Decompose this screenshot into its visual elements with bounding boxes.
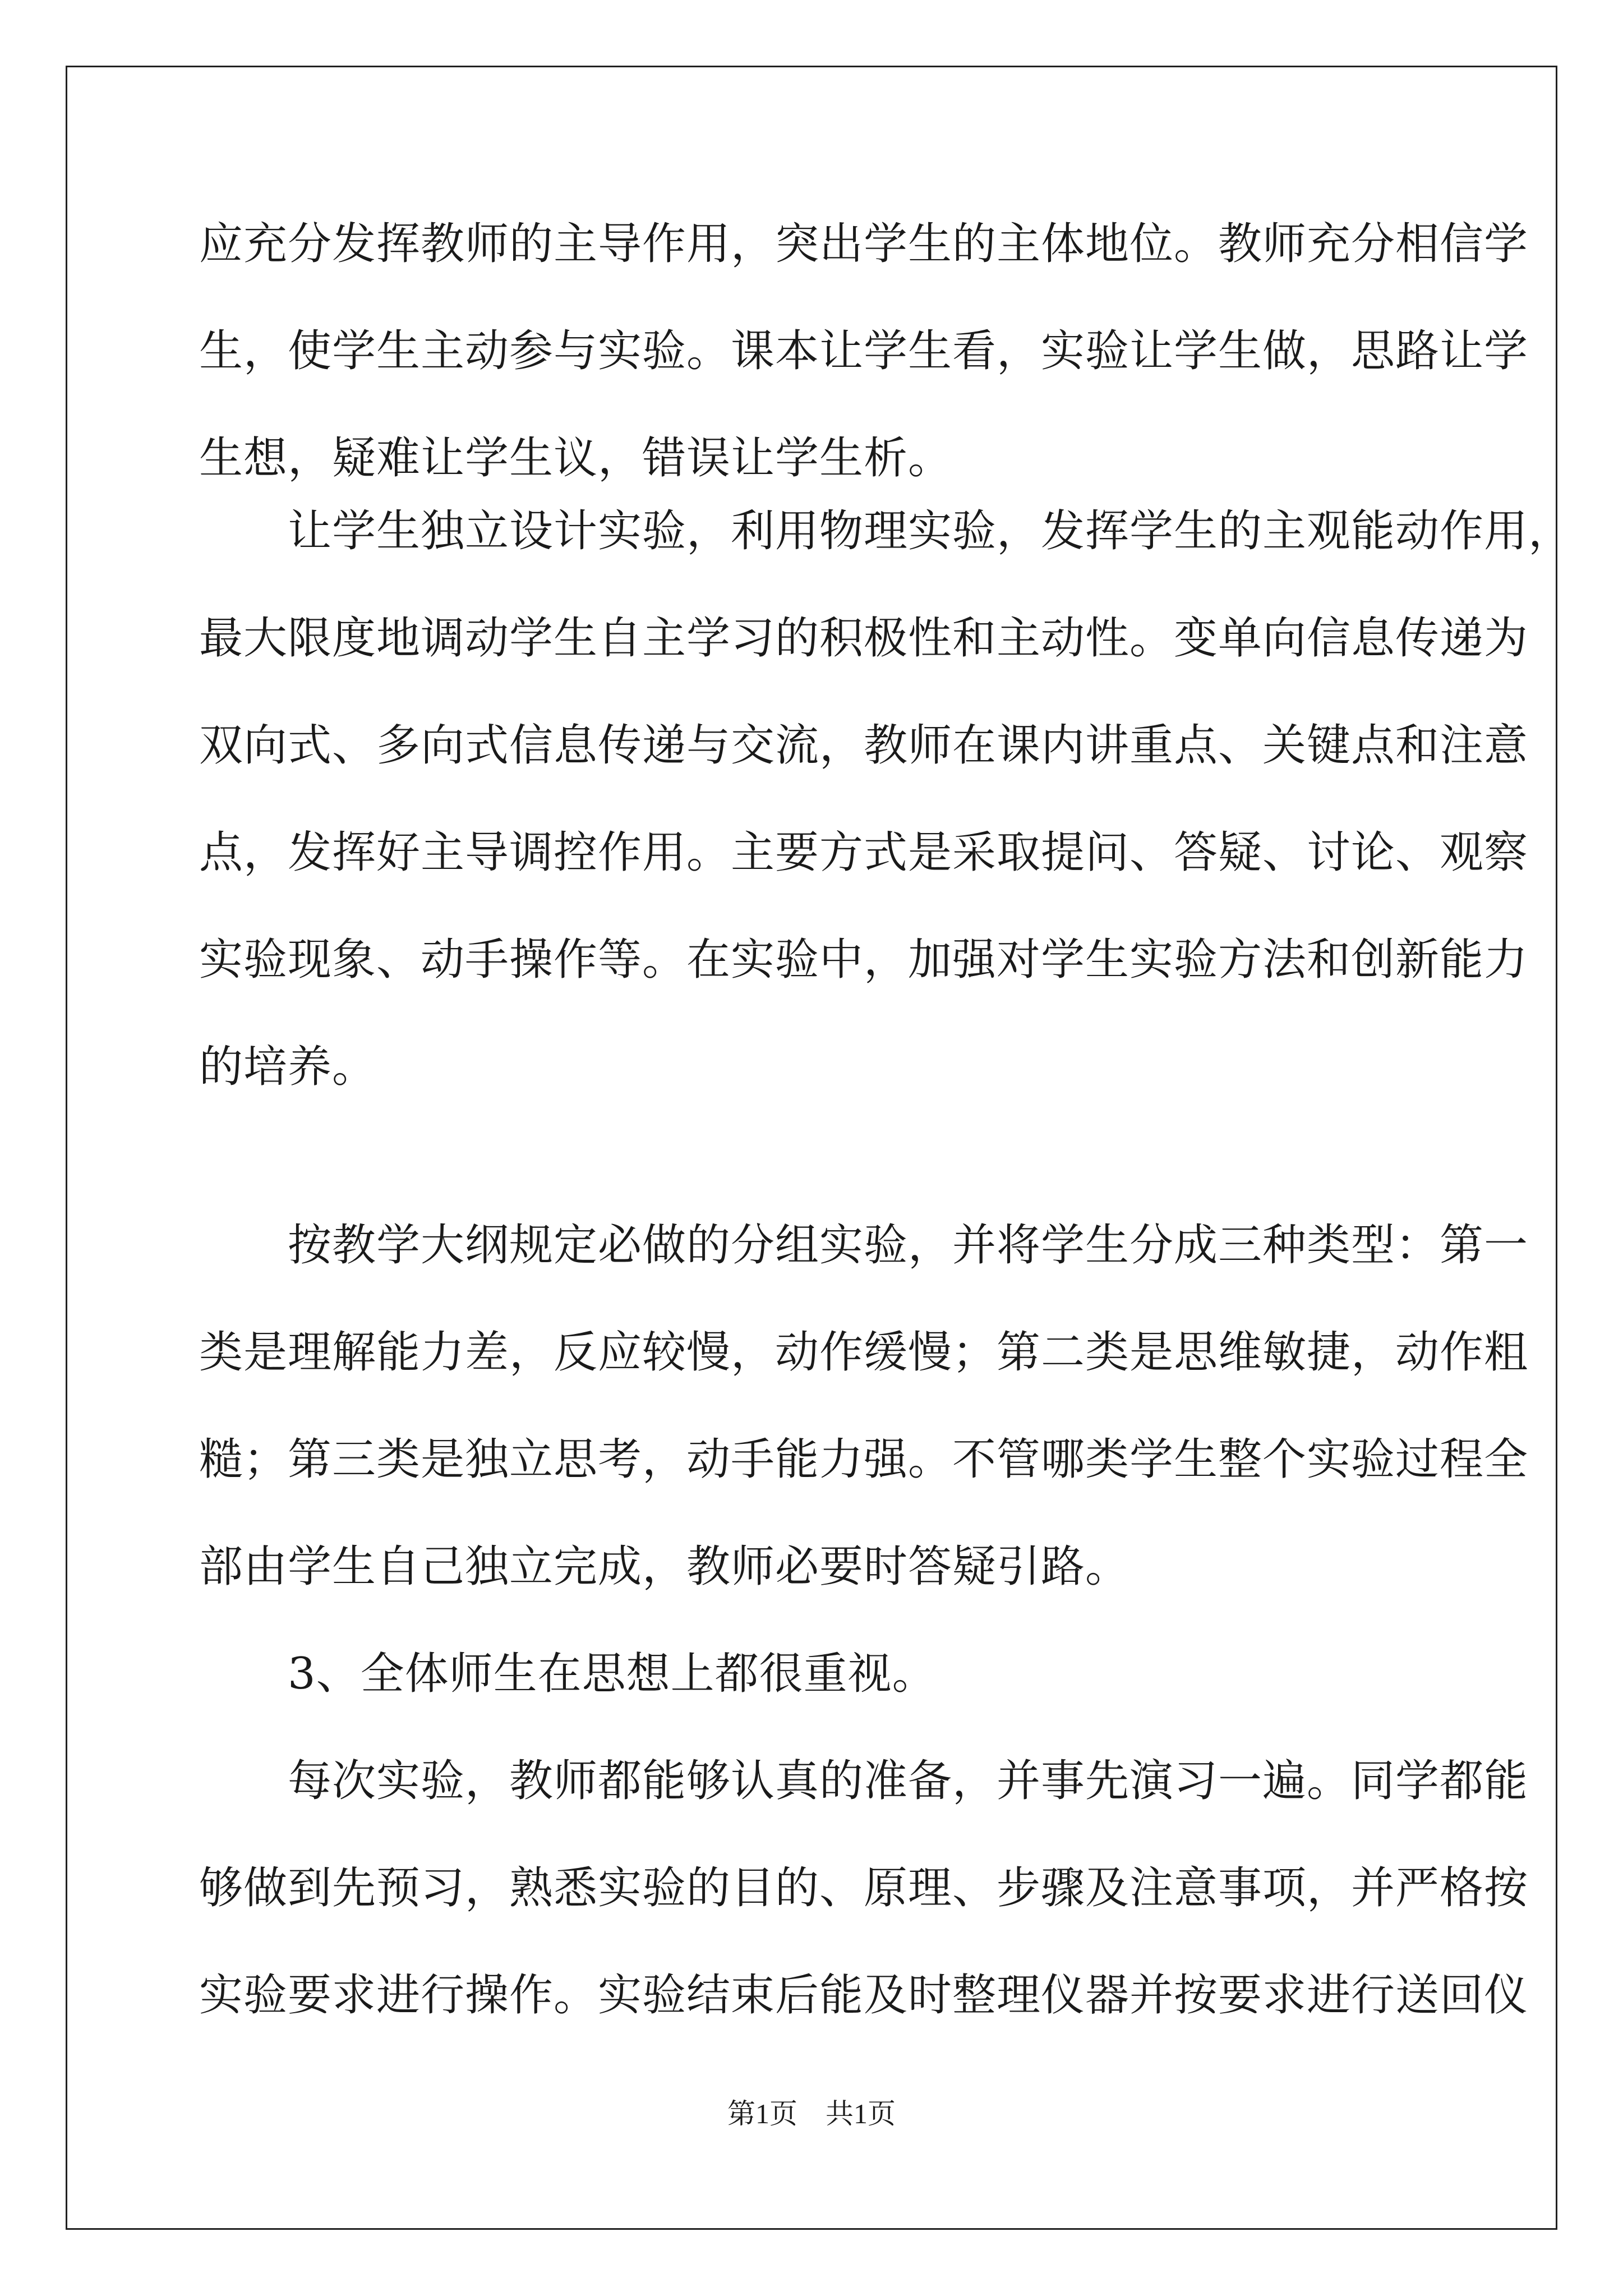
text-line: 最大限度地调动学生自主学习的积极性和主动性。变单向信息传递为 (199, 613, 1529, 664)
text-line: 生，使学生主动参与实验。课本让学生看，实验让学生做，思路让学 (199, 326, 1529, 376)
text-line: 部由学生自己独立完成，教师必要时答疑引路。 (199, 1542, 1130, 1592)
text-line: 类是理解能力差，反应较慢，动作缓慢；第二类是思维敏捷，动作粗 (199, 1327, 1529, 1378)
text-line: 3、全体师生在思想上都很重视。 (199, 1649, 937, 1699)
text-line: 实验现象、动手操作等。在实验中，加强对学生实验方法和创新能力 (199, 935, 1529, 985)
text-line: 双向式、多向式信息传递与交流，教师在课内讲重点、关键点和注意 (199, 720, 1529, 771)
text-line: 应充分发挥教师的主导作用，突出学生的主体地位。教师充分相信学 (199, 219, 1529, 269)
text-line: 的培养。 (199, 1042, 377, 1092)
text-line: 生想，疑难让学生议，错误让学生析。 (199, 433, 953, 484)
page-number: 第1页 共1页 (727, 2098, 896, 2129)
text-line: 点，发挥好主导调控作用。主要方式是采取提问、答疑、讨论、观察 (199, 827, 1529, 878)
text-line: 实验要求进行操作。实验结束后能及时整理仪器并按要求进行送回仪 (199, 1970, 1529, 2021)
text-line: 每次实验，教师都能够认真的准备，并事先演习一遍。同学都能 (199, 1756, 1529, 1806)
text-line: 按教学大纲规定必做的分组实验，并将学生分成三种类型：第一 (199, 1220, 1529, 1271)
text-line: 糙；第三类是独立思考，动手能力强。不管哪类学生整个实验过程全 (199, 1434, 1529, 1485)
text-line: 让学生独立设计实验，利用物理实验，发挥学生的主观能动作用， (199, 506, 1573, 556)
text-line: 够做到先预习，熟悉实验的目的、原理、步骤及注意事项，并严格按 (199, 1863, 1529, 1913)
